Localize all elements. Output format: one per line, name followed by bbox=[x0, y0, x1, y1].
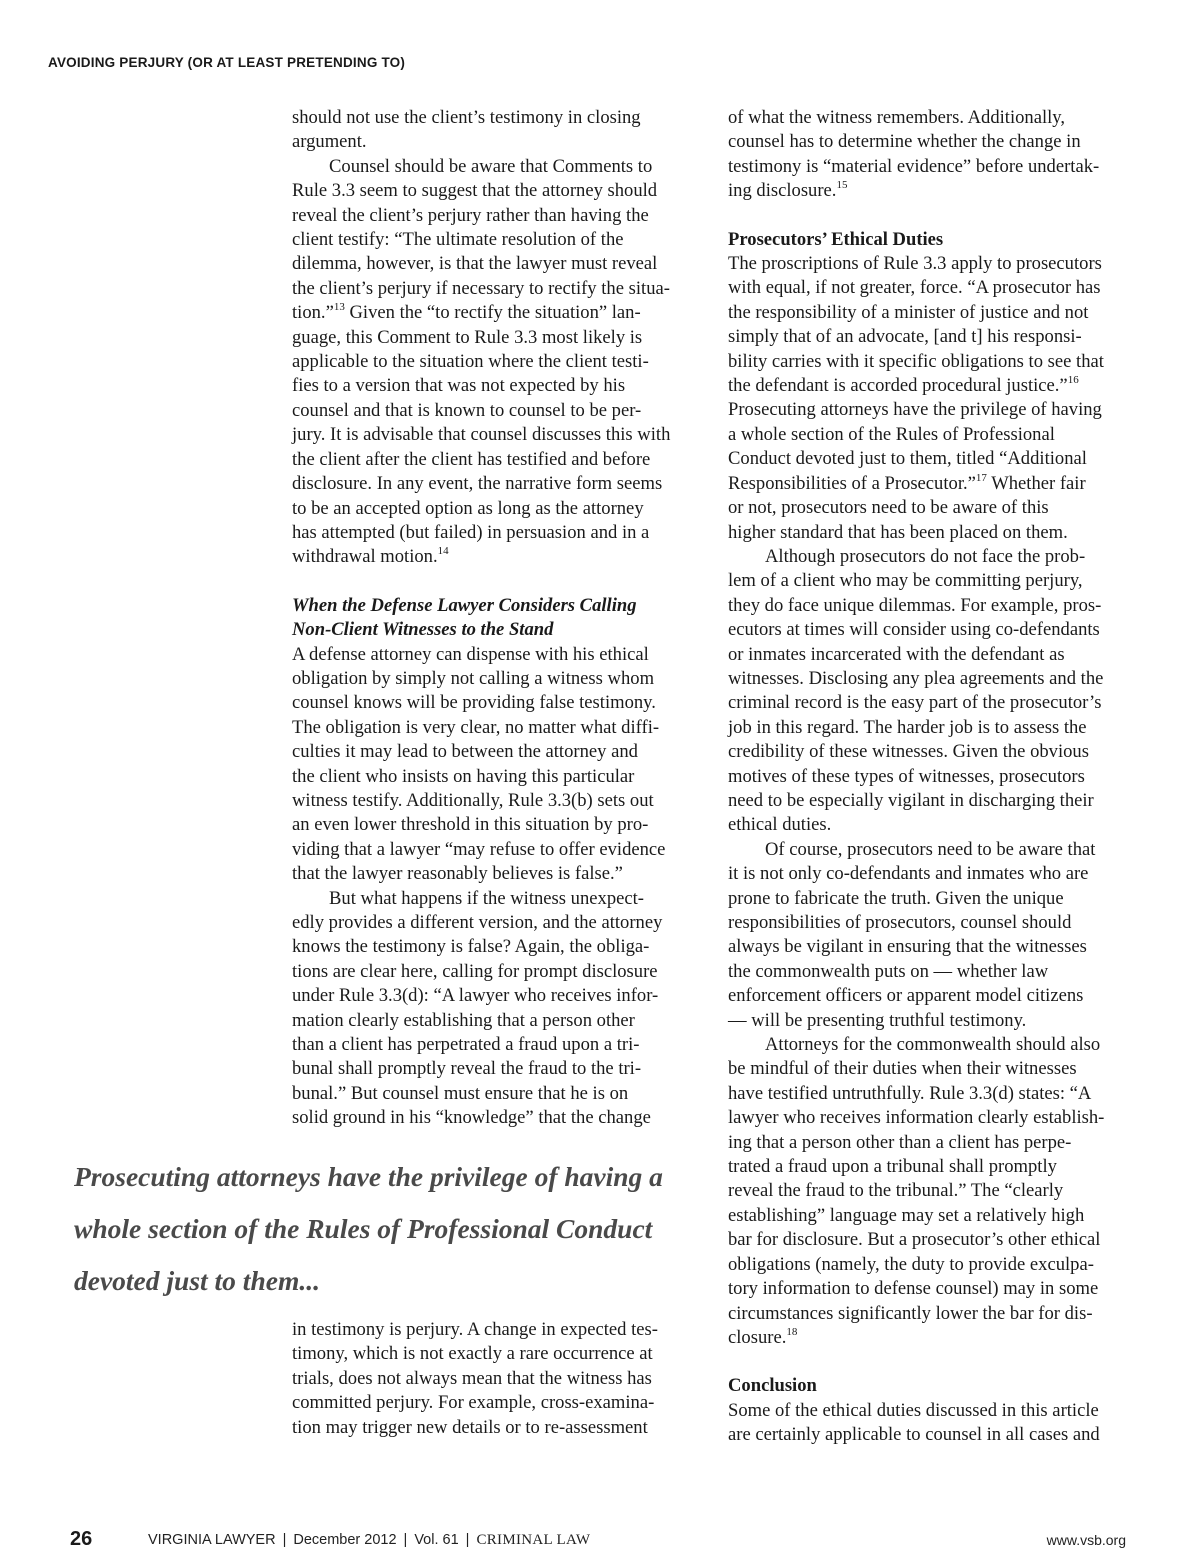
paragraph-conclusion bbox=[728, 1399, 1128, 1448]
page-footer bbox=[0, 1524, 1200, 1554]
paragraph-defense-attorney bbox=[292, 643, 692, 887]
footnote-ref-14: 14 bbox=[437, 545, 449, 558]
spacer bbox=[728, 204, 1128, 228]
separator: | bbox=[465, 1532, 470, 1548]
publication-name: VIRGINIA LAWYER bbox=[148, 1532, 276, 1548]
separator: | bbox=[282, 1532, 287, 1548]
paragraph-text: Of course, prosecutors need to be aware that it is not only co-defendants and inmates who are prone to fabricate the truth. Given the unique responsibilities of prosecutors, counsel should always be vigilant in ensuring that the witnesses the commonwealth puts on — whether law enforcement officers or apparent model citizens — will be presenting truthful testimony. bbox=[728, 838, 1096, 1031]
running-head: AVOIDING PERJURY (OR AT LEAST PRETENDING TO) bbox=[48, 55, 406, 70]
right-column bbox=[728, 106, 1128, 1448]
paragraph-text: Given the “to rectify the situation” lan- guage, this Comment to Rule 3.3 most likely is applicable to the situation where the client testi- fies to a version that was not expected by his counsel and that is known to counsel to be per- jury. It is advisable that counsel discusses this with the client after the client has testified and before disclosure. In any event, the narrative form seems to be an accepted option as long as the attorney has attempted (but failed) in persuasion and in a withdrawal motion. bbox=[292, 302, 671, 568]
paragraph-text: Although prosecutors do not face the prob- lem of a client who may be committing perjury, they do face unique dilemmas. For example, pros- ecutors at times will consider using co-defendants or inmates incarcerated with the defendant as witnesses. Disclosing any plea agreements and the criminal record is the easy part of the prosecutor’s job in this regard. The harder job is to assess the credibility of these witnesses. Given the obvious motives of these types of witnesses, prosecutors need to be especially vigilant in discharging their ethical duties. bbox=[728, 545, 1104, 836]
paragraph-closing-argument bbox=[292, 106, 692, 155]
footnote-ref-17: 17 bbox=[975, 471, 987, 484]
website-link[interactable]: www.vsb.org bbox=[1046, 1532, 1126, 1548]
page-number: 26 bbox=[70, 1528, 93, 1550]
paragraph-change-in-testimony bbox=[292, 1318, 692, 1440]
pull-quote: Prosecuting attorneys have the privilege of having a whole section of the Rules of Professional Conduct devoted just to them... bbox=[74, 1161, 663, 1296]
separator: | bbox=[403, 1532, 408, 1548]
paragraph-witness-remembers bbox=[728, 106, 1128, 204]
paragraph-text: Whether fair or not, prosecutors need to be aware of this higher standard that has been placed on them. bbox=[728, 472, 1086, 543]
paragraph-text: Some of the ethical duties discussed in this article are certainly applicable to counsel in all cases and bbox=[728, 1399, 1100, 1446]
left-column-top bbox=[292, 106, 692, 1131]
paragraph-witness-unexpectedly bbox=[292, 887, 692, 1131]
footnote-ref-13: 13 bbox=[333, 301, 345, 314]
publication-line bbox=[148, 1532, 590, 1549]
paragraph-text: should not use the client’s testimony in closing argument. bbox=[292, 107, 641, 153]
heading-prosecutors-ethical-duties: Prosecutors’ Ethical Duties bbox=[728, 228, 944, 250]
subheading-non-client-witnesses: When the Defense Lawyer Considers Calling Non-Client Witnesses to the Stand bbox=[292, 594, 637, 641]
paragraph-text: in testimony is perjury. A change in expected tes- timony, which is not exactly a rare occurrence at trials, does not always mean that the witness has committed perjury. For example, cross-examina- tion may trigger new details or to re-assessment bbox=[292, 1319, 658, 1438]
paragraph-text: Attorneys for the commonwealth should also be mindful of their duties when their witnesses have testified untruthfully. Rule 3.3(d) states: “A lawyer who receives information clearly establish- ing that a person other than a client has perpe- trated a fraud upon a tribunal shall promptly reveal the fraud to the tribunal.” The “clearly establishing” language may set a relatively high bar for disclosure. But a prosecutor’s other ethical obligations (namely, the duty to provide exculpa- tory information to defense counsel) may in some circumstances significantly lower the bar for dis- closure. bbox=[728, 1034, 1105, 1348]
paragraph-fabricate-truth bbox=[728, 838, 1128, 1033]
paragraph-text: of what the witness remembers. Additionally, counsel has to determine whether the change in testimony is “material evidence” before undertak- ing disclosure. bbox=[728, 107, 1100, 202]
spacer bbox=[728, 1350, 1128, 1374]
issue-date: December 2012 bbox=[293, 1532, 397, 1548]
paragraph-text: Counsel should be aware that Comments to Rule 3.3 seem to suggest that the attorney should reveal the client’s perjury rather than having the client testify: “The ultimate resolution of the dilemma, however, is that the lawyer must reveal the client’s perjury if necessary to rectify the situa- tion.” bbox=[292, 155, 670, 324]
left-column-bottom bbox=[292, 1318, 692, 1440]
spacer bbox=[292, 570, 692, 594]
footnote-ref-18: 18 bbox=[786, 1325, 798, 1338]
heading-conclusion: Conclusion bbox=[728, 1375, 817, 1397]
paragraph-text: The proscriptions of Rule 3.3 apply to prosecutors with equal, if not greater, force. “A prosecutor has the responsibility of a minister of justice and not simply that of an advocate, [and t] his responsi- bility carries with it specific obligations to see that the defendant is accorded procedural justice.” bbox=[728, 253, 1104, 397]
paragraph-proscriptions bbox=[728, 252, 1128, 545]
paragraph-unique-dilemmas bbox=[728, 545, 1128, 838]
volume: Vol. 61 bbox=[414, 1532, 459, 1548]
paragraph-comments-rule-3-3 bbox=[292, 155, 692, 570]
footnote-ref-15: 15 bbox=[836, 179, 848, 192]
footnote-ref-16: 16 bbox=[1067, 374, 1079, 387]
paragraph-text: But what happens if the witness unexpect- edly provides a different version, and the attorney knows the testimony is false? Again, the obliga- tions are clear here, calling for prompt disclosure under Rule 3.3(d): “A lawyer who receives infor- mation clearly establishing that a person other than a client has perpetrated a fraud upon a tri- bunal shall promptly reveal the fraud to the tri- bunal.” But counsel must ensure that he is on solid ground in his “knowledge” that the change bbox=[292, 887, 663, 1129]
paragraph-attorneys-commonwealth bbox=[728, 1033, 1128, 1350]
paragraph-text: Prosecuting attorneys have the privilege of having a whole section of the Rules of Professional Conduct devoted just to them, titled “Additional Responsibilities of a Prosecutor.” bbox=[728, 399, 1102, 494]
paragraph-text: A defense attorney can dispense with his ethical obligation by simply not calling a witness whom counsel knows will be providing false testimony. The obligation is very clear, no matter what diffi- culties it may lead to between the attorney and the client who insists on having this particular witness testify. Additionally, Rule 3.3(b) sets out an even lower threshold in this situation by pro- viding that a lawyer “may refuse to offer evidence that the lawyer reasonably believes is false.” bbox=[292, 643, 666, 885]
section-name: CRIMINAL LAW bbox=[476, 1532, 591, 1548]
